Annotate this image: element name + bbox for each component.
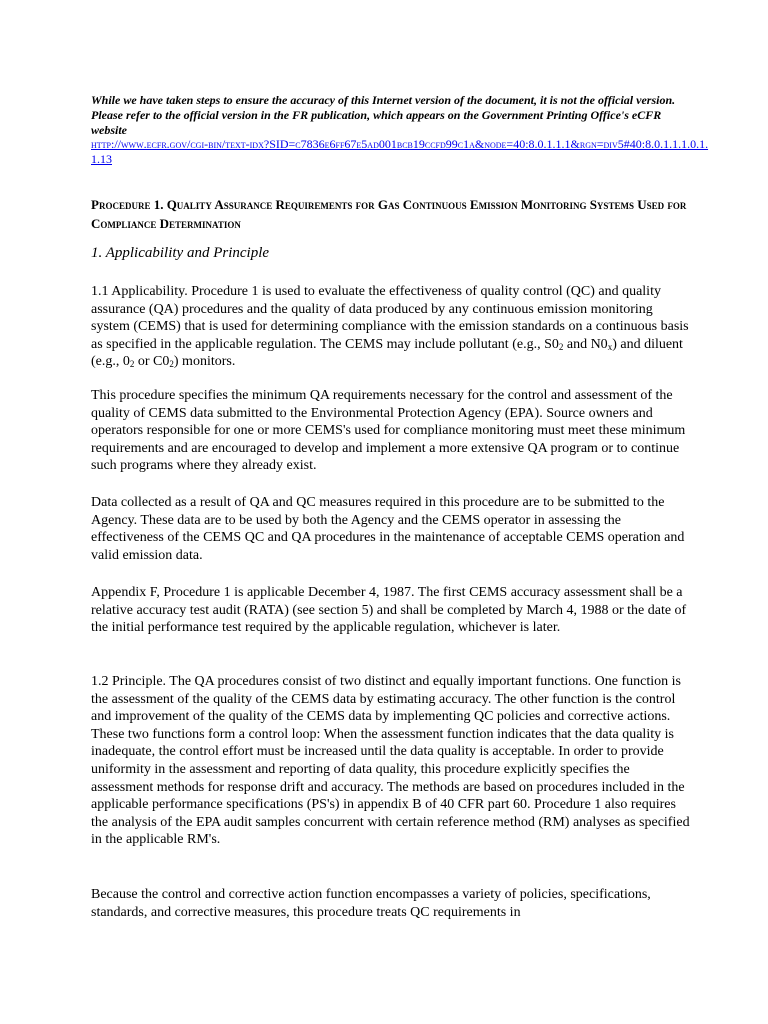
paragraph-applicability (91, 283, 691, 371)
p1-text-e: ) monitors. (173, 354, 236, 370)
p1-sub-4: 2 (169, 359, 174, 370)
section-title: 1. Applicability and Principle (91, 245, 270, 261)
p1-text-c: ) and diluent (e.g., 0 (91, 336, 683, 370)
p1-sub-1: 2 (558, 341, 564, 352)
paragraph-control-corrective: Because the control and corrective action function encompasses a variety of policies, specifications, standards, and corrective measures, this procedure treats QC requirements in (91, 887, 651, 920)
paragraph-principle: 1.2 Principle. The QA procedures consist of two distinct and equally important functions. One function is the assessment of the quality of the CEMS data by estimating accuracy. The other function is the control and improvement of the quality of the CEMS data by implementing QC policies and corrective actions. These two functions form a control loop: When the assessment function indicates that the data quality is inadequate, the control effort must be increased until the data quality is acceptable. In order to provide uniformity in the assessment and reporting of data quality, this procedure explicitly specifies the assessment methods for response drift and accuracy. The methods are based on procedures included in the applicable performance specifications (PS's) in appendix B of 40 CFR part 60. Procedure 1 also requires the analysis of the EPA audit samples concurrent with certain reference method (RM) analyses as specified in the applicable RM's. (91, 674, 690, 848)
disclaimer-note: While we have taken steps to ensure the accuracy of this Internet version of the document, it is not the official version. Please refer to the official version in the FR publication, which appears on the Government Printing Office's eCFR website (91, 93, 676, 137)
paragraph-data-collected: Data collected as a result of QA and QC measures required in this procedure are to be submitted to the Agency. These data are to be used by both the Agency and the CEMS operator in assessing the effectiveness of the CEMS QC and QA procedures in the maintenance of acceptable CEMS operation and valid emission data. (91, 495, 685, 563)
p1-sub-3: 2 (129, 359, 135, 370)
procedure-heading: Procedure 1. Quality Assurance Requirements for Gas Continuous Emission Monitoring Systems Used for Compliance Determination (91, 197, 687, 231)
p1-text-a: 1.1 Applicability. Procedure 1 is used to evaluate the effectiveness of quality control (QC) and quality assurance (QA) procedures and the quality of data produced by any continuous emission monitoring system (CEMS) that is used for determining compliance with the emission standards on a continuous basis as specified in the applicable regulation. The CEMS may include pollutant (e.g., S0 (91, 284, 689, 352)
p1-text-b: and N0 (563, 336, 608, 352)
paragraph-appendix-f: Appendix F, Procedure 1 is applicable December 4, 1987. The first CEMS accuracy assessment shall be a relative accuracy test audit (RATA) (see section 5) and shall be completed by March 4, 1988 or the date of the initial performance test required by the applicable regulation, whichever is later. (91, 585, 687, 636)
p1-text-d: or C0 (134, 354, 170, 370)
paragraph-minimum-requirements: This procedure specifies the minimum QA requirements necessary for the control and assessment of the quality of CEMS data submitted to the Environmental Protection Agency (EPA). Source owners and operators responsible for one or more CEMS's used for compliance monitoring must meet these minimum requirements and are encouraged to develop and implement a more extensive QA program or to continue such programs where they already exist. (91, 388, 686, 474)
p1-sub-2: x (607, 341, 613, 352)
ecfr-source-link[interactable]: http://www.ecfr.gov/cgi-bin/text-idx?SID=c7836e6ff67e5ad001bcb19ccfd99c1a&node=40:8.0.1.1.1&rgn=div5#40:8.0.1.1.1.0.1.1.13 (91, 137, 709, 166)
